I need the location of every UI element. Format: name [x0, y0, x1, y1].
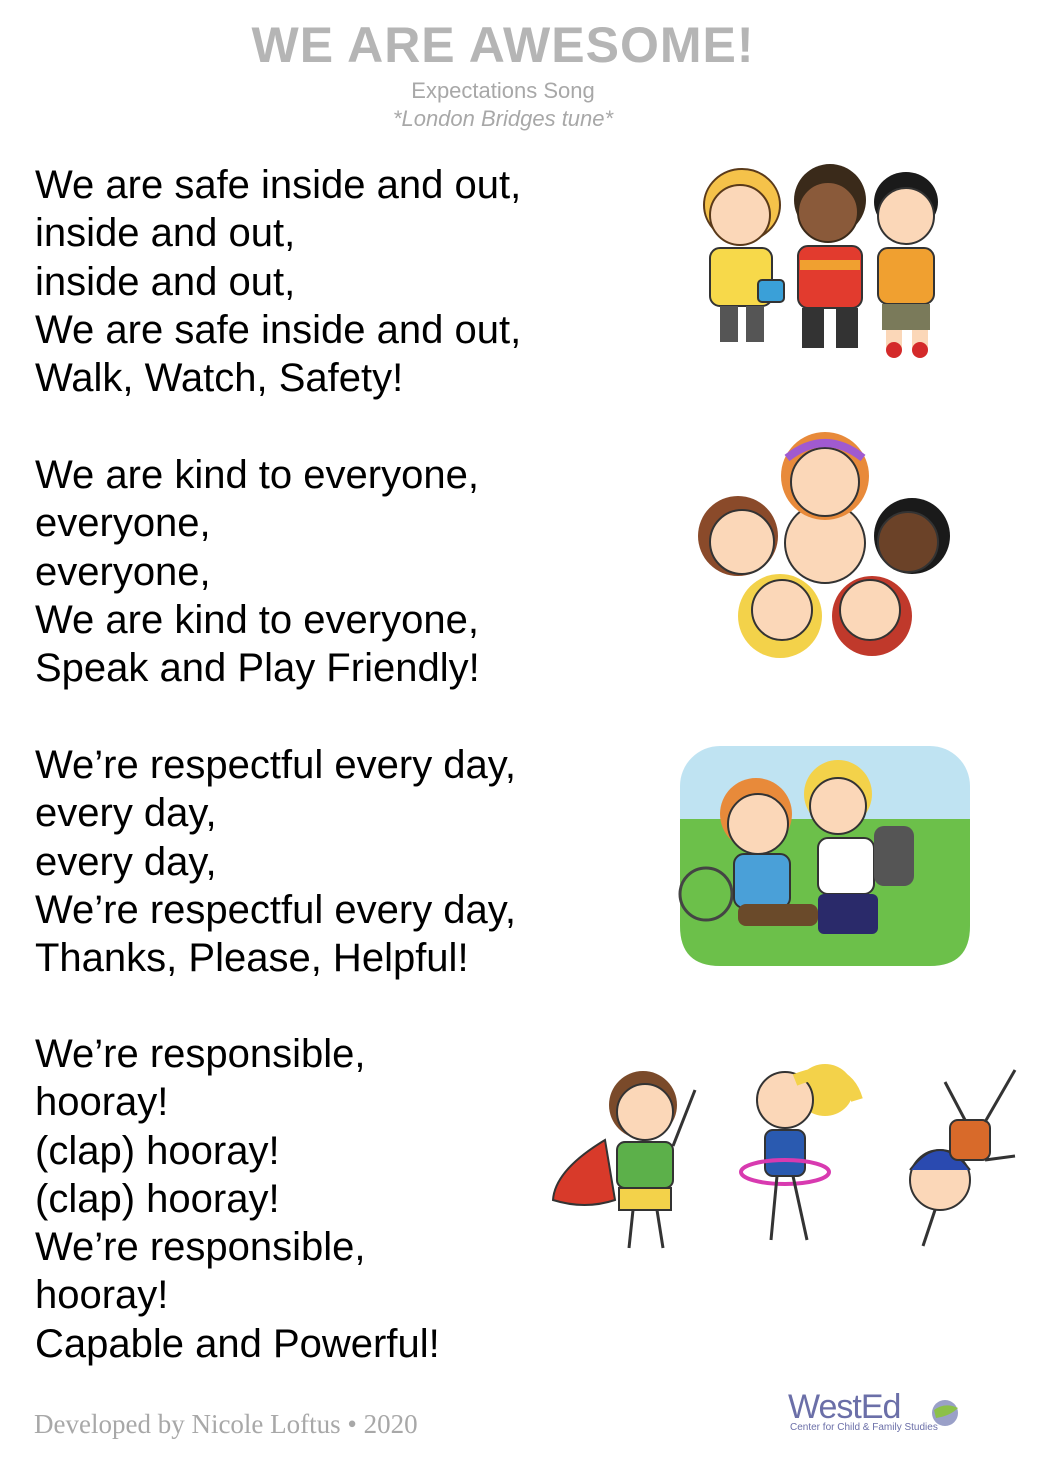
footer-credit: Developed by Nicole Loftus • 2020 [34, 1409, 418, 1439]
kids-circle-hands-illustration [690, 418, 965, 668]
verse-kind [35, 451, 480, 692]
verse-line: We’re respectful every day, [35, 743, 516, 787]
kids-playing-illustration [545, 1060, 1025, 1260]
verse-line: every day, [35, 791, 217, 836]
verse-line: hooray! [35, 1273, 169, 1318]
verse-line: We are safe inside and out, [35, 163, 522, 207]
verse-line: We are kind to everyone, [35, 453, 479, 497]
song-subtitle: Expectations Song [411, 78, 595, 103]
verse-line: everyone, [35, 549, 211, 594]
verse-line: We’re responsible, [35, 1032, 366, 1076]
wested-logo [788, 1388, 988, 1438]
verse-line: We’re responsible, [35, 1225, 366, 1270]
verse-respect [35, 741, 516, 982]
three-kids-walking-illustration [680, 160, 975, 360]
verse-line: inside and out, [35, 259, 296, 304]
verse-line: inside and out, [35, 211, 296, 256]
verse-responsible [35, 1030, 440, 1368]
verse-line: everyone, [35, 501, 211, 546]
verse-line: Speak and Play Friendly! [35, 646, 480, 691]
logo-wordmark: WestEd [788, 1388, 901, 1426]
verse-safe [35, 161, 521, 402]
verse-line: Capable and Powerful! [35, 1321, 440, 1366]
verse-line: hooray! [35, 1080, 169, 1125]
tune-note: *London Bridges tune* [392, 106, 614, 131]
verse-line: (clap) hooray! [35, 1128, 280, 1173]
verse-line: every day, [35, 839, 217, 884]
verse-line: Thanks, Please, Helpful! [35, 936, 469, 981]
verse-line: Walk, Watch, Safety! [35, 356, 404, 401]
verse-line: We are safe inside and out, [35, 307, 522, 352]
logo-tagline: Center for Child & Family Studies [790, 1422, 938, 1433]
verse-line: We are kind to everyone, [35, 597, 479, 642]
verse-line: (clap) hooray! [35, 1176, 280, 1221]
verse-line: We’re respectful every day, [35, 887, 516, 932]
page-title: WE ARE AWESOME! [251, 17, 755, 73]
kid-helping-friend-illustration [678, 744, 972, 968]
